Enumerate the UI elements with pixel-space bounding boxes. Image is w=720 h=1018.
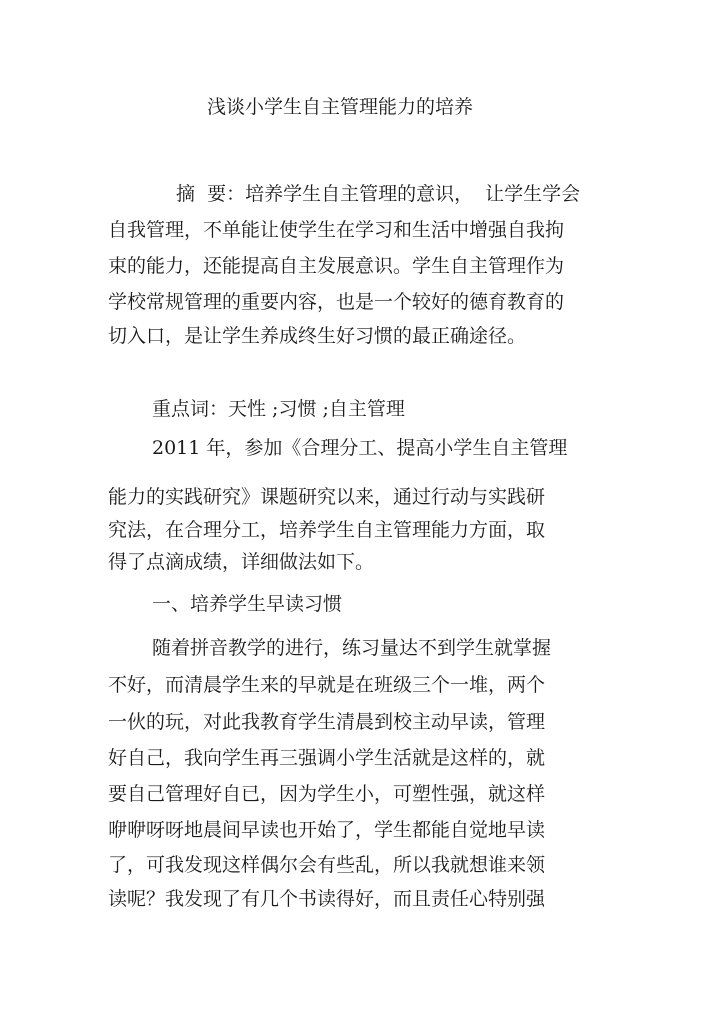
intro-line: 得了点滴成绩，详细做法如下。 bbox=[108, 551, 375, 573]
abstract-line: 自我管理，不单能让使学生在学习和生活中增强自我拘 bbox=[108, 219, 565, 241]
abstract-line: 摘 要：培养学生自主管理的意识， 让学生学会 bbox=[176, 183, 581, 205]
abstract-line: 束的能力，还能提高自主发展意识。学生自主管理作为 bbox=[108, 255, 565, 277]
abstract-line: 切入口，是让学生养成终生好习惯的最正确途径。 bbox=[108, 325, 527, 347]
section1-line: 读呢？我发现了有几个书读得好，而且责任心特别强 bbox=[108, 888, 546, 910]
intro-line: 2011 年，参加《合理分工、提高小学生自主管理 bbox=[152, 437, 568, 459]
section1-line: 随着拼音教学的进行，练习量达不到学生就掌握 bbox=[152, 637, 552, 659]
keywords-line: 重点词：天性 ;习惯 ;自主管理 bbox=[152, 398, 405, 420]
section1-line: 了，可我发现这样偶尔会有些乱，所以我就想谁来领 bbox=[108, 854, 546, 876]
document-title: 浅谈小学生自主管理能力的培养 bbox=[207, 96, 474, 118]
section1-line: 一伙的玩，对此我教育学生清晨到校主动早读，管理 bbox=[108, 711, 546, 733]
intro-line: 究法，在合理分工，培养学生自主管理能力方面，取 bbox=[108, 519, 546, 541]
section1-line: 好自己，我向学生再三强调小学生活就是这样的，就 bbox=[108, 747, 546, 769]
intro-line: 能力的实践研究》课题研究以来，通过行动与实践研 bbox=[108, 486, 546, 508]
section1-line: 咿咿呀呀地晨间早读也开始了，学生都能自觉地早读 bbox=[108, 819, 546, 841]
section1-line: 不好，而清晨学生来的早就是在班级三个一堆，两个 bbox=[108, 674, 546, 696]
section1-line: 要自己管理好自已，因为学生小，可塑性强，就这样 bbox=[108, 783, 546, 805]
abstract-line: 学校常规管理的重要内容，也是一个较好的德育教育的 bbox=[108, 291, 565, 313]
section-heading: 一、培养学生早读习惯 bbox=[152, 593, 343, 615]
